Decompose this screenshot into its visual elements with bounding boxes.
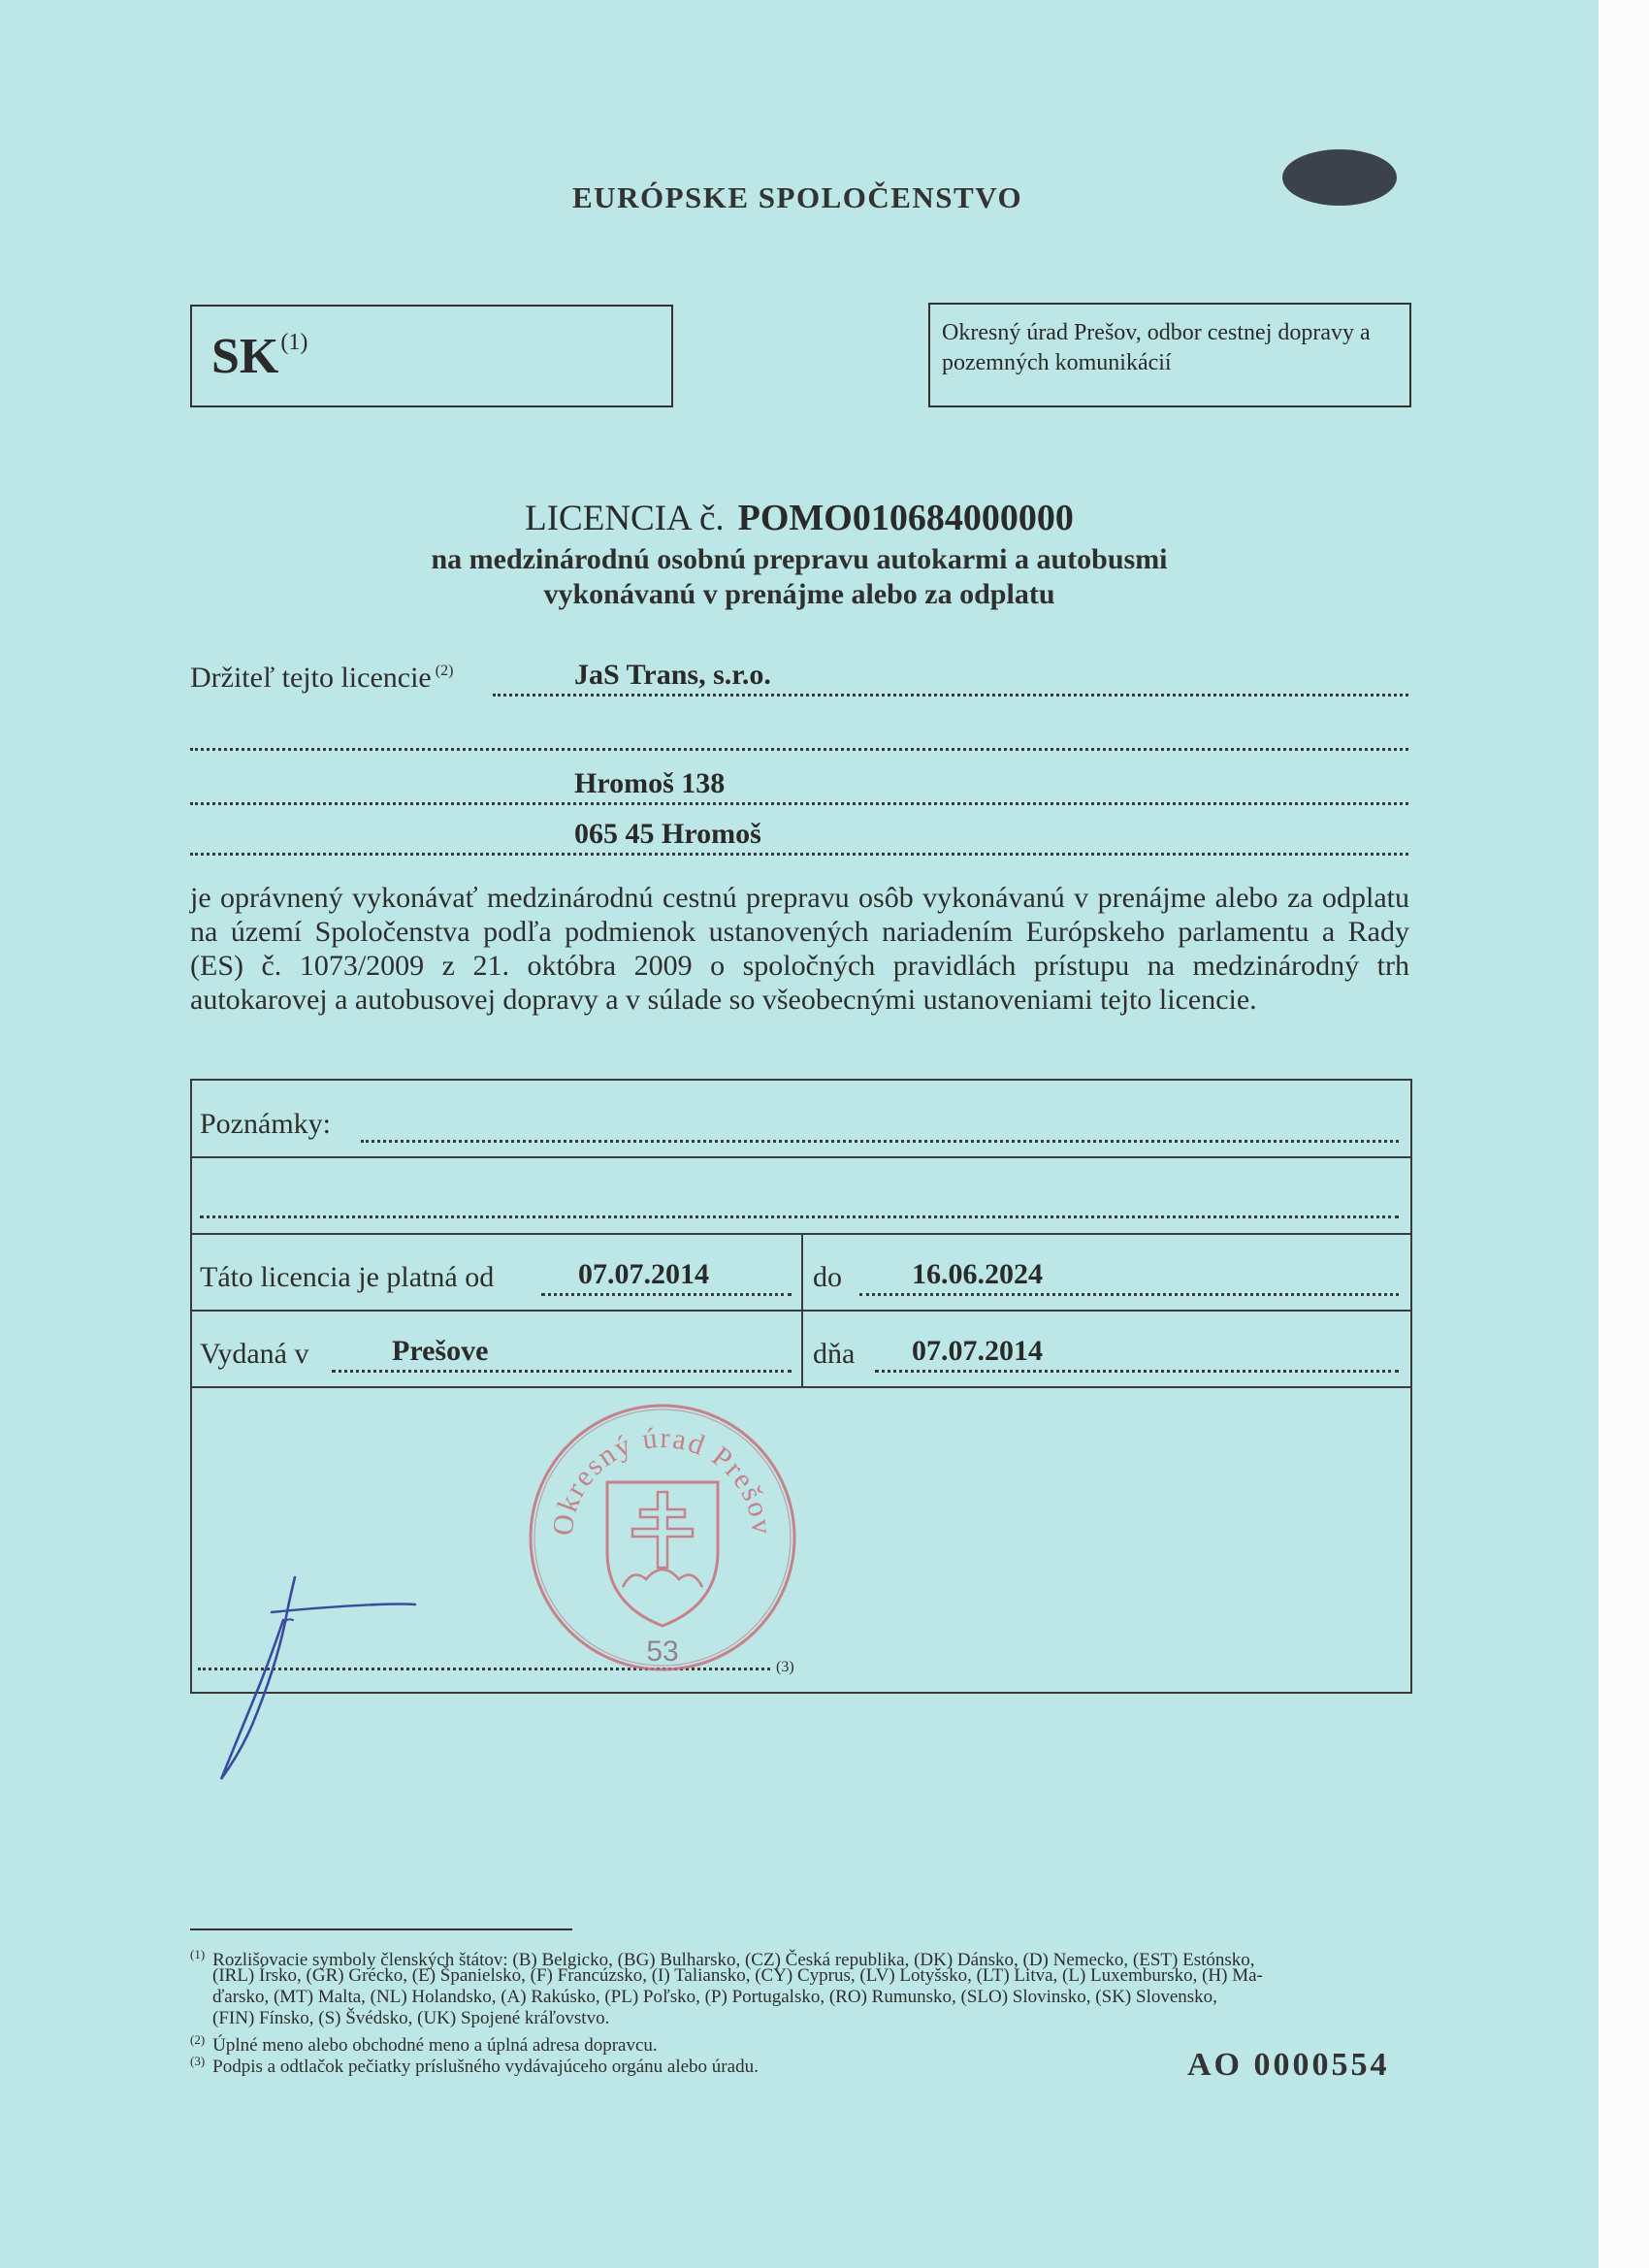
stamp-text: Okresný úrad Prešov [546,1421,779,1538]
footnote-2: $^{(2)}$ Úplné meno alebo obchodné meno a úplná adresa dopravcu. [190,2032,658,2056]
blank-dotted-line [190,748,1408,751]
issued-in-dotted-line [332,1370,792,1373]
table-column-divider [801,1233,803,1386]
holder-footnote-mark: (2) [435,663,454,679]
license-body-text: je oprávnený vykonávať medzinárodnú cestnú prepravu osôb vykonávanú v prenájme alebo za odplatu na území Spoločenstva podľa podmienok ustanovených nariadením Európskeho parlamentu a Rady (ES) č. 1073/2009 z 21. októbra 2009 o spoločných pravidlách prístupu na medzinárodný trh autokarovej a autobusovej dopravy a v súlade so všeobecnými ustanoveniami tejto licencie. [190,882,1409,1016]
valid-to-cell [813,1259,1399,1300]
svg-text:Okresný úrad Prešov [546,1422,778,1538]
notes-row-blank [200,1182,1399,1222]
holder-city: 065 45 Hromoš [574,818,761,850]
valid-from-cell [200,1259,792,1300]
notes-dotted-line-2 [200,1215,1399,1218]
footnote-1-line3: ďarsko, (MT) Malta, (NL) Holandsko, (A) Rakúsko, (PL) Poľsko, (P) Portugalsko, (RO) Rumunsko, (SLO) Slovinsko, (SK) Slovensko, [212,1987,1217,2007]
issued-on-date: 07.07.2014 [912,1335,1043,1367]
table-divider [192,1386,1410,1388]
holder-city-row [190,819,1408,859]
valid-from-dotted-line [541,1293,792,1296]
valid-to-date: 16.06.2024 [912,1258,1043,1290]
country-code-footnote-mark: (1) [280,330,308,355]
signature-footnote-mark: (3) [776,1659,794,1675]
handwritten-signature [194,1562,485,1785]
stamp-number: 53 [646,1636,679,1668]
footnote-1-line4: (FIN) Fínsko, (S) Švédsko, (UK) Spojené kráľovstvo. [212,2008,610,2028]
valid-from-label: Táto licencia je platná od [200,1261,495,1293]
license-number: POMO010684000000 [737,498,1074,538]
street-dotted-line [190,802,1408,805]
valid-to-label: do [813,1261,842,1293]
scan-margin [1599,0,1649,2268]
issued-on-cell [813,1336,1399,1377]
issued-in-label: Vydaná v [200,1338,309,1370]
issued-in-cell [200,1336,792,1377]
footnote-3: $^{(3)}$ Podpis a odtlačok pečiatky príslušného vydávajúceho orgánu alebo úradu. [190,2054,759,2077]
issued-on-label: dňa [813,1338,856,1370]
notes-dotted-line [361,1140,1399,1143]
country-code-box [190,305,673,407]
holder-dotted-line [493,694,1408,697]
holder-name: JaS Trans, s.r.o. [574,659,771,691]
holder-street-row [190,768,1408,809]
official-stamp [522,1397,803,1678]
license-title [0,497,1599,539]
redaction-oval [1282,149,1397,206]
holder-row-blank [190,714,1408,755]
city-dotted-line [190,853,1408,856]
notes-label: Poznámky: [200,1108,331,1140]
license-label: LICENCIA č. [525,499,725,538]
footnote-1-line2: (IRL) Írsko, (GR) Grécko, (E) Španielsko, (F) Francúzsko, (I) Taliansko, (CY) Cyprus, (LV) Lotyšsko, (LT) Litva, (L) Luxembursko, (H) Ma- [212,1965,1263,1986]
country-code: SK$^{(1)}$ [211,329,308,384]
valid-to-dotted-line [859,1293,1399,1296]
table-divider [192,1156,1410,1158]
holder-street: Hromoš 138 [574,767,726,799]
license-subtitle-line2: vykonávanú v prenájme alebo za odplatu [543,578,1055,610]
holder-label: Držiteľ tejto licencie $^{(2)}$ [190,662,454,694]
document-header-title: EURÓPSKE SPOLOČENSTVO [572,180,1023,214]
issued-in-place: Prešove [392,1335,489,1367]
notes-row [200,1106,1399,1147]
holder-row [190,660,1408,700]
issued-on-dotted-line [875,1370,1399,1373]
license-subtitle-line1: na medzinárodnú osobnú prepravu autokarmi a autobusmi [431,543,1168,575]
footnote-1: $^{(1)}$ Rozlišovacie symboly členských štátov: (B) Belgicko, (BG) Bulharsko, (CZ) Česká republika, (DK) Dánsko, (D) Nemecko, (EST) Estónsko, [190,1947,1255,1970]
valid-from-date: 07.07.2014 [578,1258,709,1290]
coat-of-arms-icon [607,1482,718,1626]
issuing-authority: Okresný úrad Prešov, odbor cestnej dopravy a pozemných komunikácií [942,320,1371,375]
footnote-rule [190,1928,572,1930]
serial-number: AO 0000554 [1187,2047,1390,2083]
issuing-authority-box [928,303,1411,407]
